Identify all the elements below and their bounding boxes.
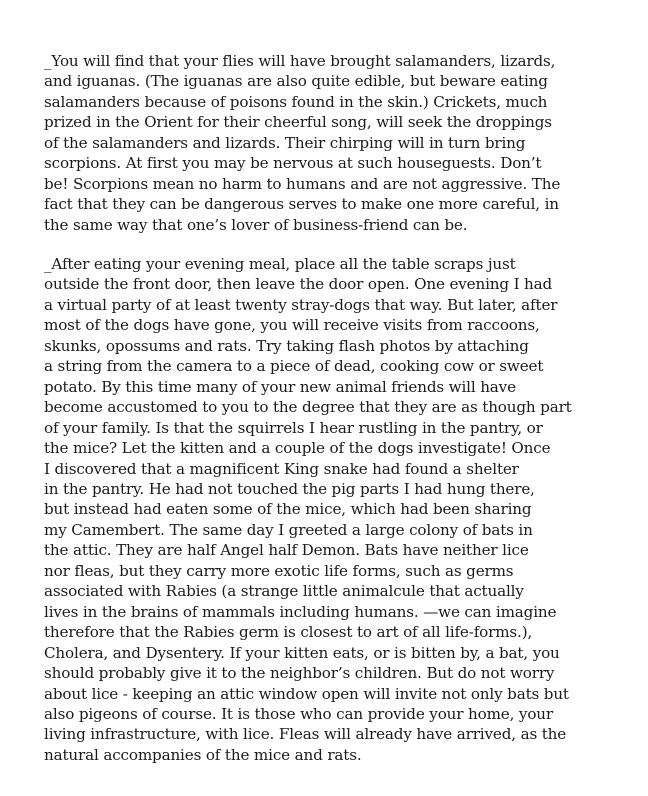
- text-line: a virtual party of at least twenty stray-dogs that way. But later, after: [44, 295, 558, 314]
- text-line: outside the front door, then leave the door open. One evening I had: [44, 275, 553, 294]
- text-line: about lice - keeping an attic window open will invite not only bats but: [44, 684, 569, 703]
- text-line: of your family. Is that the squirrels I hear rustling in the pantry, or: [44, 418, 543, 437]
- text-line: skunks, opossums and rats. Try taking flash photos by attaching: [44, 336, 529, 355]
- text-line: most of the dogs have gone, you will receive visits from raccoons,: [44, 316, 540, 335]
- text-line: _After eating your evening meal, place all the table scraps just: [44, 255, 516, 273]
- text-line: lives in the brains of mammals including humans. —we can imagine: [44, 602, 557, 621]
- text-line: but instead had eaten some of the mice, which had been sharing: [44, 500, 532, 519]
- text-line: of the salamanders and lizards. Their chirping will in turn bring: [44, 133, 526, 152]
- text-line: natural accompanies of the mice and rats.: [44, 745, 362, 764]
- paragraph-1: [44, 51, 644, 235]
- text-line: salamanders because of poisons found in the skin.) Crickets, much: [44, 92, 548, 111]
- text-line: fact that they can be dangerous serves to make one more careful, in: [44, 195, 559, 214]
- text-line: my Camembert. The same day I greeted a large colony of bats in: [44, 520, 533, 539]
- text-line: also pigeons of course. It is those who can provide your home, your: [44, 704, 553, 723]
- text-line: the same way that one’s lover of business-friend can be.: [44, 215, 468, 234]
- text-line: and iguanas. (The iguanas are also quite edible, but beware eating: [44, 72, 548, 91]
- text-line: be! Scorpions mean no harm to humans and are not aggressive. The: [44, 174, 561, 193]
- text-line: Cholera, and Dysentery. If your kitten eats, or is bitten by, a bat, you: [44, 643, 560, 662]
- text-line: prized in the Orient for their cheerful song, will seek the droppings: [44, 113, 552, 132]
- text-line: a string from the camera to a piece of dead, cooking cow or sweet: [44, 357, 544, 376]
- text-line: associated with Rabies (a strange little animalcule that actually: [44, 582, 524, 601]
- text-line: the mice? Let the kitten and a couple of the dogs investigate! Once: [44, 439, 551, 458]
- text-line: living infrastructure, with lice. Fleas will already have arrived, as the: [44, 725, 567, 744]
- text-line: the attic. They are half Angel half Demon. Bats have neither lice: [44, 541, 529, 560]
- text-line: therefore that the Rabies germ is closest to art of all life-forms.),: [44, 623, 533, 642]
- text-line: in the pantry. He had not touched the pig parts I had hung there,: [44, 479, 535, 498]
- text-line: scorpions. At first you may be nervous at such houseguests. Don’t: [44, 154, 542, 173]
- paragraph-2: [44, 254, 644, 765]
- text-line: _You will find that your flies will have brought salamanders, lizards,: [44, 52, 556, 70]
- text-line: nor fleas, but they carry more exotic life forms, such as germs: [44, 561, 514, 580]
- text-line: potato. By this time many of your new animal friends will have: [44, 377, 516, 396]
- text-line: become accustomed to you to the degree that they are as though part: [44, 398, 572, 417]
- text-line: should probably give it to the neighbor’s children. But do not worry: [44, 664, 555, 683]
- text-line: I discovered that a magnificent King snake had found a shelter: [44, 459, 519, 478]
